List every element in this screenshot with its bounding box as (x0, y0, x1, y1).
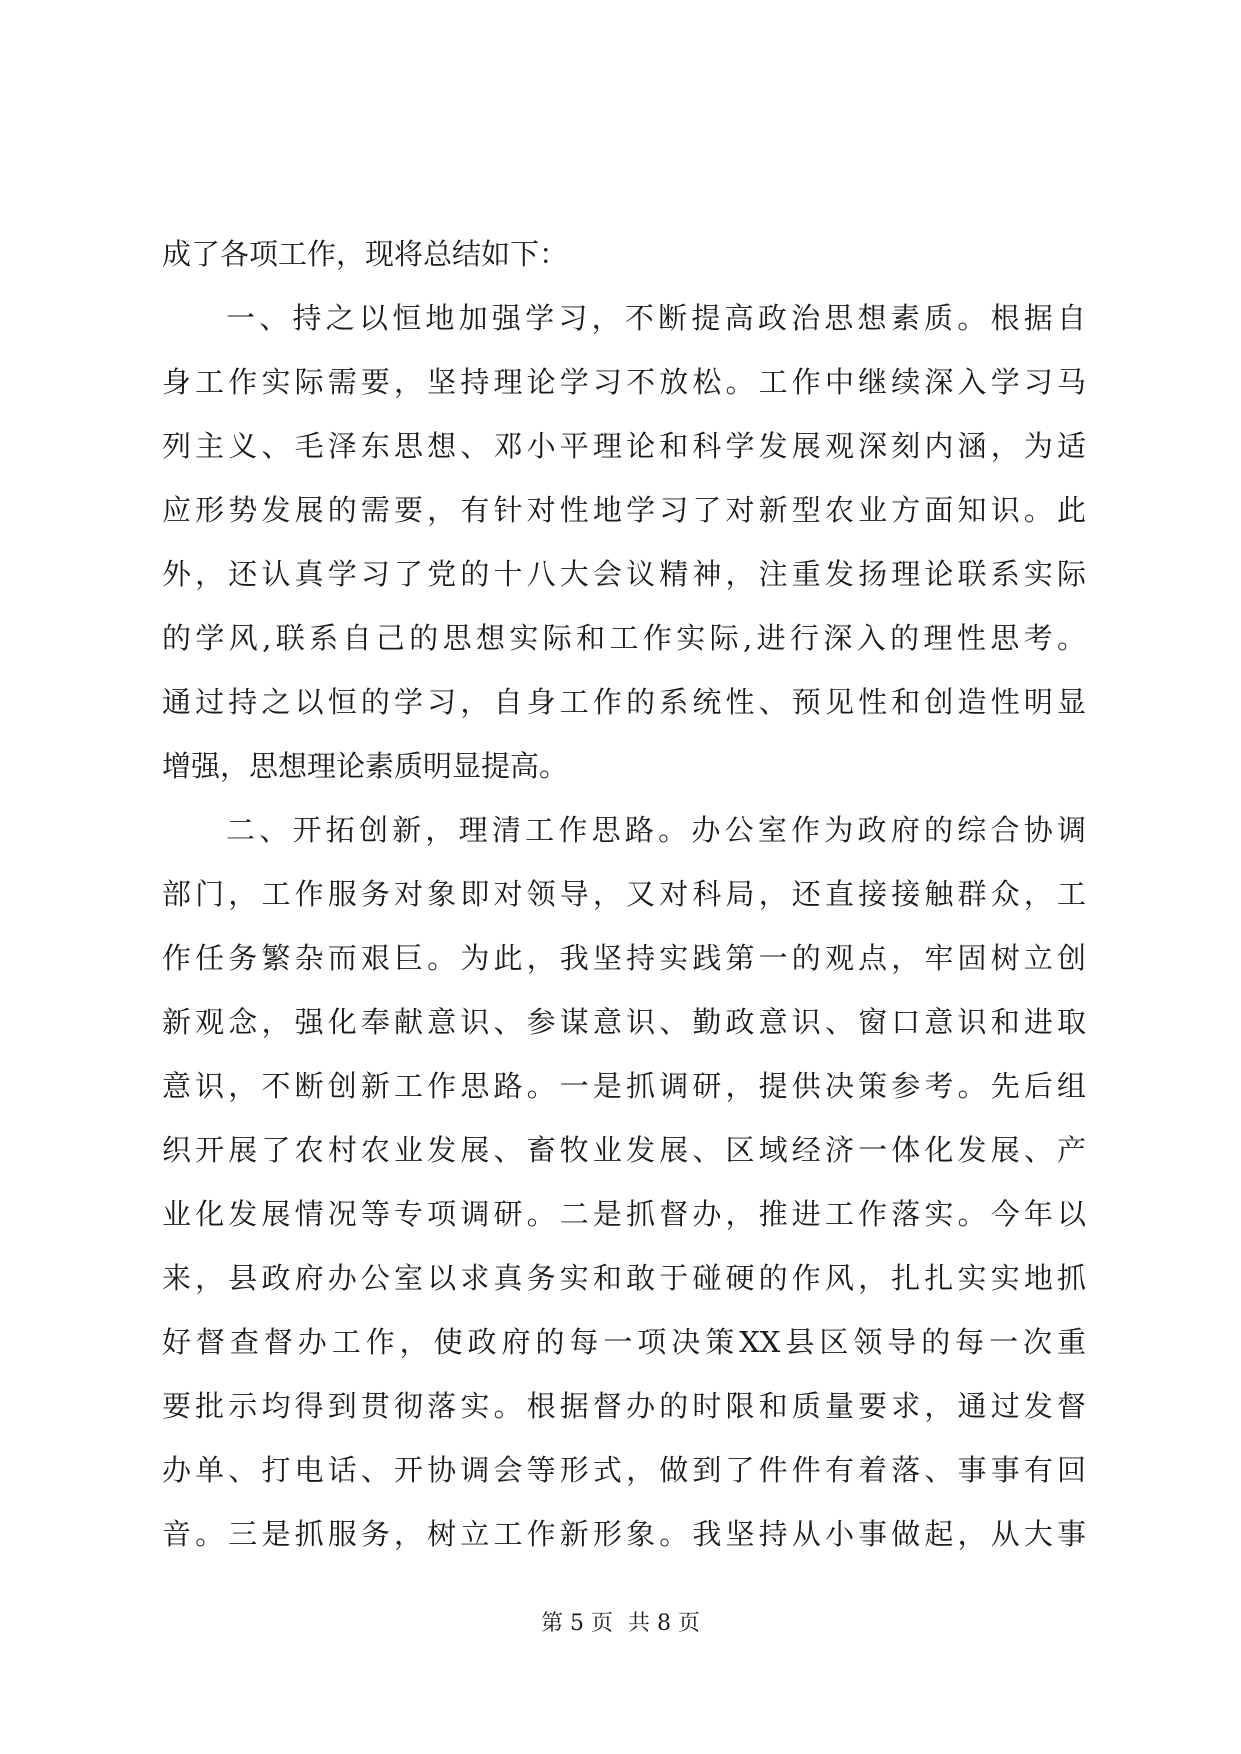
text-line: 应形势发展的需要，有针对性地学习了对新型农业方面知识。此 (162, 493, 1086, 527)
text-line: 作任务繁杂而艰巨。为此，我坚持实践第一的观点，牢固树立创 (162, 941, 1086, 975)
text-line: 增强，思想理论素质明显提高。 (162, 749, 569, 783)
text-line: 办单、打电话、开协调会等形式，做到了件件有着落、事事有回 (162, 1453, 1086, 1487)
text-line: 音。三是抓服务，树立工作新形象。我坚持从小事做起，从大事 (162, 1517, 1086, 1551)
text-line: 新观念，强化奉献意识、参谋意识、勤政意识、窗口意识和进取 (162, 1005, 1086, 1039)
text-line: 成了各项工作，现将总结如下： (162, 237, 569, 271)
page-total: 共 8 页 (628, 1611, 700, 1636)
text-line: 的学风,联系自己的思想实际和工作实际,进行深入的理性思考。 (162, 621, 1086, 655)
text-line: 二、开拓创新，理清工作思路。办公室作为政府的综合协调 (226, 813, 1086, 847)
text-line: 好督查督办工作，使政府的每一项决策XX县区领导的每一次重 (162, 1325, 1086, 1359)
text-line: 身工作实际需要，坚持理论学习不放松。工作中继续深入学习马 (162, 365, 1086, 399)
page-number: 第 5 页 (541, 1611, 613, 1636)
text-line: 一、持之以恒地加强学习，不断提高政治思想素质。根据自 (226, 301, 1086, 335)
text-line: 部门，工作服务对象即对领导，又对科局，还直接接触群众，工 (162, 877, 1086, 911)
page-footer (0, 1608, 1241, 1640)
text-line: 业化发展情况等专项调研。二是抓督办，推进工作落实。今年以 (162, 1197, 1086, 1231)
text-line: 通过持之以恒的学习，自身工作的系统性、预见性和创造性明显 (162, 685, 1086, 719)
text-line: 要批示均得到贯彻落实。根据督办的时限和质量要求，通过发督 (162, 1389, 1086, 1423)
text-line: 来，县政府办公室以求真务实和敢于碰硬的作风，扎扎实实地抓 (162, 1261, 1086, 1295)
text-line: 外，还认真学习了党的十八大会议精神，注重发扬理论联系实际 (162, 557, 1086, 591)
text-line: 意识，不断创新工作思路。一是抓调研，提供决策参考。先后组 (162, 1069, 1086, 1103)
text-line: 列主义、毛泽东思想、邓小平理论和科学发展观深刻内涵，为适 (162, 429, 1086, 463)
text-line: 织开展了农村农业发展、畜牧业发展、区域经济一体化发展、产 (162, 1133, 1086, 1167)
document-body (162, 222, 1086, 1566)
